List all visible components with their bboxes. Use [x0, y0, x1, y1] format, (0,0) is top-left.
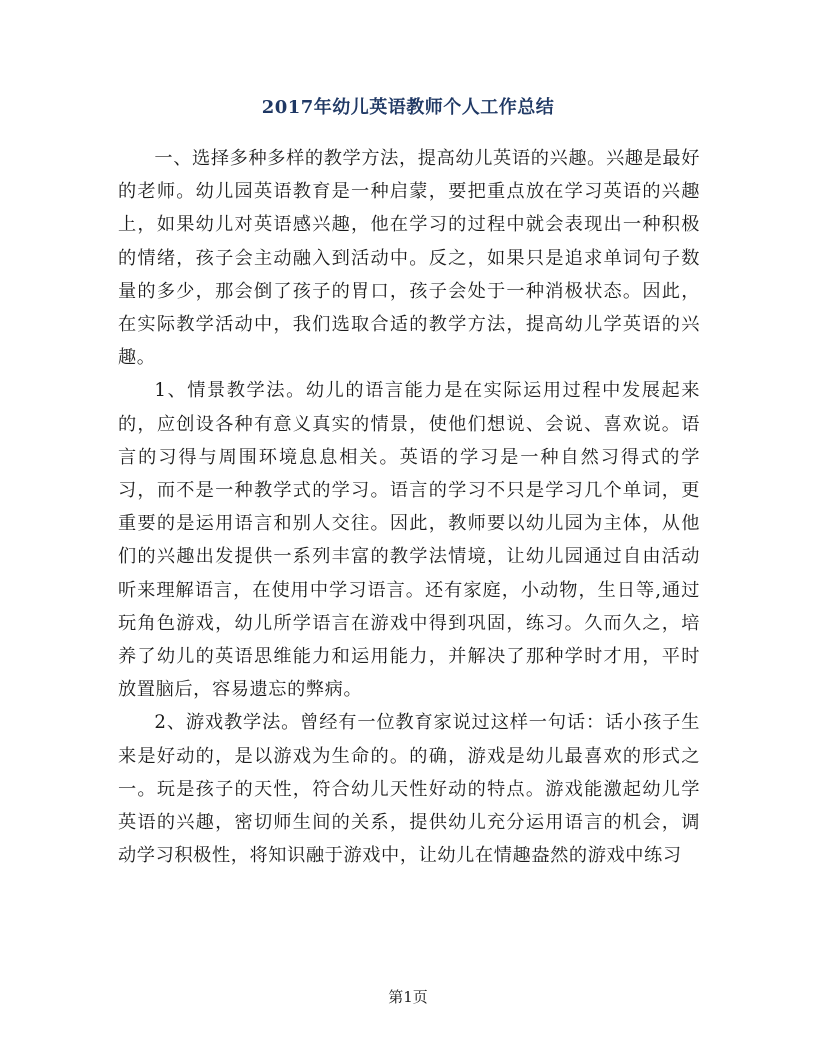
paragraph-intro: 一、选择多种多样的教学方法，提高幼儿英语的兴趣。兴趣是最好的老师。幼儿园英语教育是一种启蒙，要把重点放在学习英语的兴趣上，如果幼儿对英语感兴趣，他在学习的过程中就会表现出一种积极的情绪，孩子会主动融入到活动中。反之，如果只是追求单词句子数量的多少，那会倒了孩子的胃口，孩子会处于一种消极状态。因此，在实际教学活动中，我们选取合适的教学方法，提高幼儿学英语的兴趣。: [118, 148, 700, 369]
paragraph-situational-teaching: 1、情景教学法。幼儿的语言能力是在实际运用过程中发展起来的，应创设各种有意义真实的情景，使他们想说、会说、喜欢说。语言的习得与周围环境息息相关。英语的学习是一种自然习得式的学习，而不是一种教学式的学习。语言的学习不只是学习几个单词，更重要的是运用语言和别人交往。因此，教师要以幼儿园为主体，从他们的兴趣出发提供一系列丰富的教学法情境，让幼儿园通过自由活动听来理解语言，在使用中学习语言。还有家庭，小动物，生日等,通过玩角色游戏，幼儿所学语言在游戏中得到巩固，练习。久而久之，培养了幼儿的英语思维能力和运用能力，并解决了那种学时才用，平时放置脑后，容易遗忘的弊病。: [118, 380, 700, 701]
paragraph-game-teaching: 2、游戏教学法。曾经有一位教育家说过这样一句话：话小孩子生来是好动的，是以游戏为生命的。的确，游戏是幼儿最喜欢的形式之一。玩是孩子的天性，符合幼儿天性好动的特点。游戏能激起幼儿学英语的兴趣，密切师生间的关系，提供幼儿充分运用语言的机会，调动学习积极性，将知识融于游戏中，让幼儿在情趣盎然的游戏中练习: [118, 712, 700, 867]
document-title: 2017年幼儿英语教师个人工作总结: [261, 97, 555, 118]
page-number: 第1页: [388, 988, 428, 1006]
document-body: [118, 142, 700, 872]
